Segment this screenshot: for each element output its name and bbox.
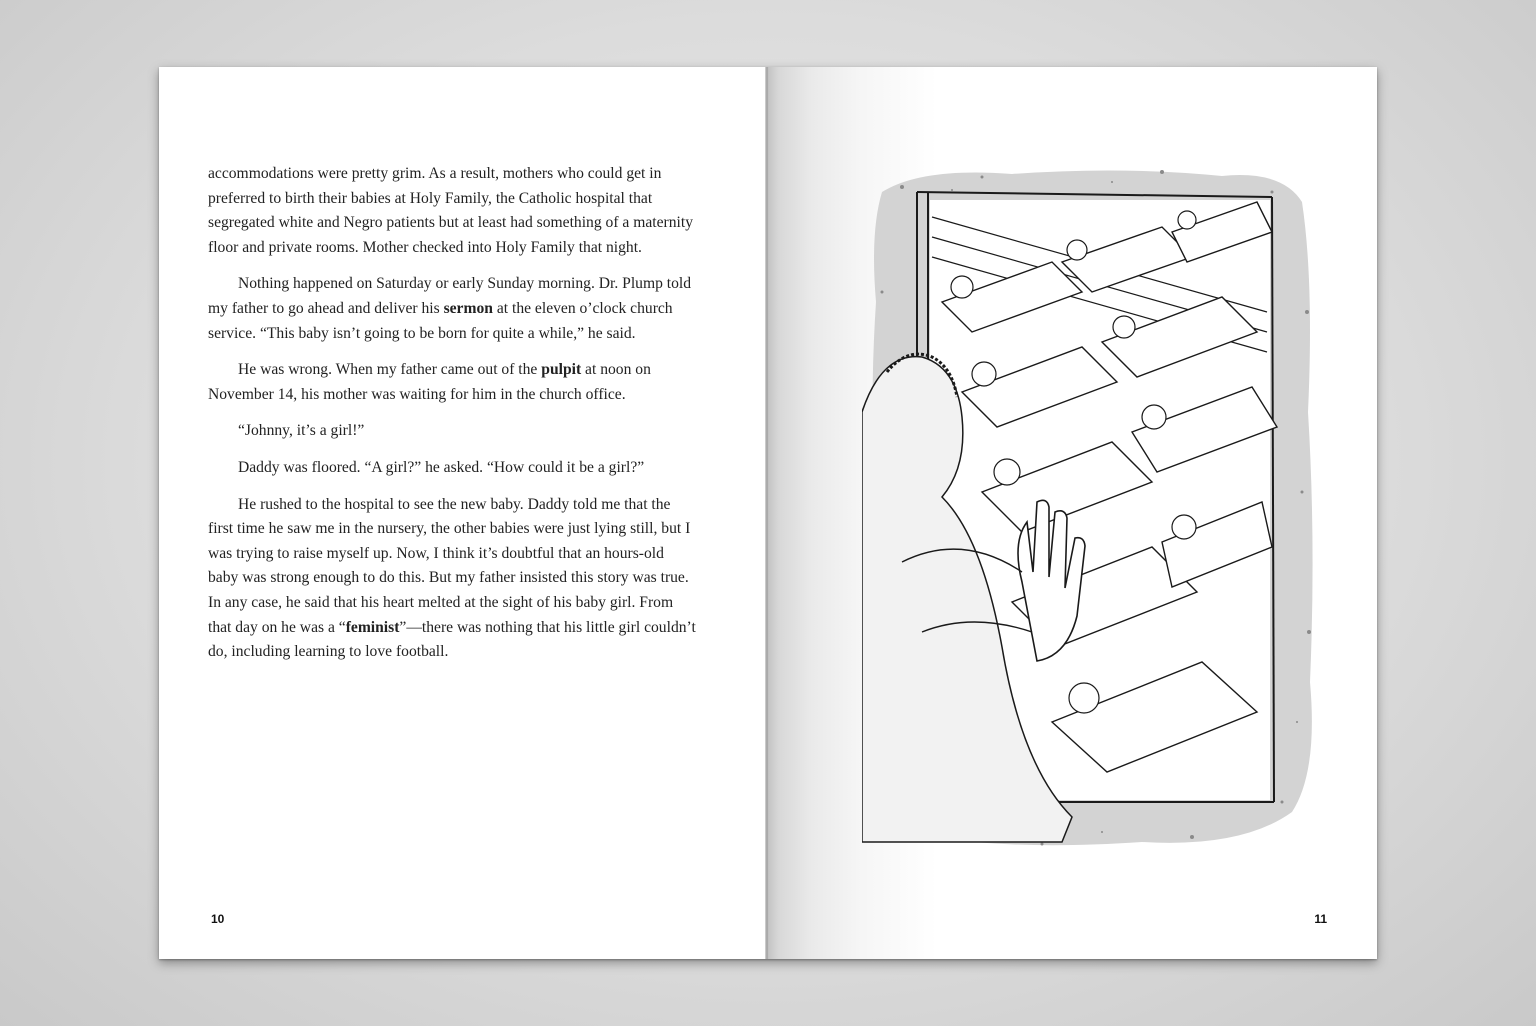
paragraph bbox=[208, 358, 698, 407]
text-run: accommodations were pretty grim. As a result, mothers who could get in preferred to birth their babies at Holy Family, the Catholic hospital that segregated white and Negro patients but at least had something of a maternity floor and private rooms. Mother checked into Holy Family that night. bbox=[208, 165, 693, 256]
paragraph bbox=[208, 456, 698, 481]
glossary-term: sermon bbox=[443, 299, 493, 317]
paragraph bbox=[208, 162, 698, 260]
book-spread bbox=[159, 67, 1377, 959]
text-run: at noon on November 14, his mother was waiting for him in the church office. bbox=[208, 361, 651, 403]
paragraph bbox=[208, 419, 698, 444]
nursery-window-sketch-icon bbox=[862, 162, 1317, 852]
text-run: ”—there was nothing that his little girl couldn’t do, including learning to love football. bbox=[208, 618, 696, 661]
paragraph bbox=[208, 272, 698, 346]
left-page bbox=[159, 67, 767, 959]
text-run: He rushed to the hospital to see the new baby. Daddy told me that the first time he saw me in the nursery, the other babies were just lying still, but I was trying to raise myself up. Now, I think it’s doubtful that an hours-old baby was strong enough to do this. But my father insisted this story was true. In any case, he said that his heart melted at the sight of his baby girl. From that day on he was a “ bbox=[208, 495, 691, 636]
text-run: “Johnny, it’s a girl!” bbox=[238, 422, 365, 440]
glossary-term: pulpit bbox=[541, 361, 582, 379]
page-number-right: 11 bbox=[1314, 912, 1327, 926]
paragraph bbox=[208, 493, 698, 665]
right-page bbox=[767, 67, 1377, 959]
page-number-left: 10 bbox=[211, 912, 225, 926]
text-run: Nothing happened on Saturday or early Sunday morning. Dr. Plump told my father to go ahead and deliver his bbox=[208, 275, 692, 317]
glossary-term: feminist bbox=[345, 618, 400, 636]
text-run: He was wrong. When my father came out of the bbox=[238, 361, 542, 379]
text-run: Daddy was floored. “A girl?” he asked. “How could it be a girl?” bbox=[238, 458, 645, 476]
body-text bbox=[208, 162, 698, 677]
text-run: at the eleven o’clock church service. “This baby isn’t going to be born for quite a while,” he said. bbox=[208, 299, 673, 342]
book-gutter bbox=[765, 67, 769, 959]
